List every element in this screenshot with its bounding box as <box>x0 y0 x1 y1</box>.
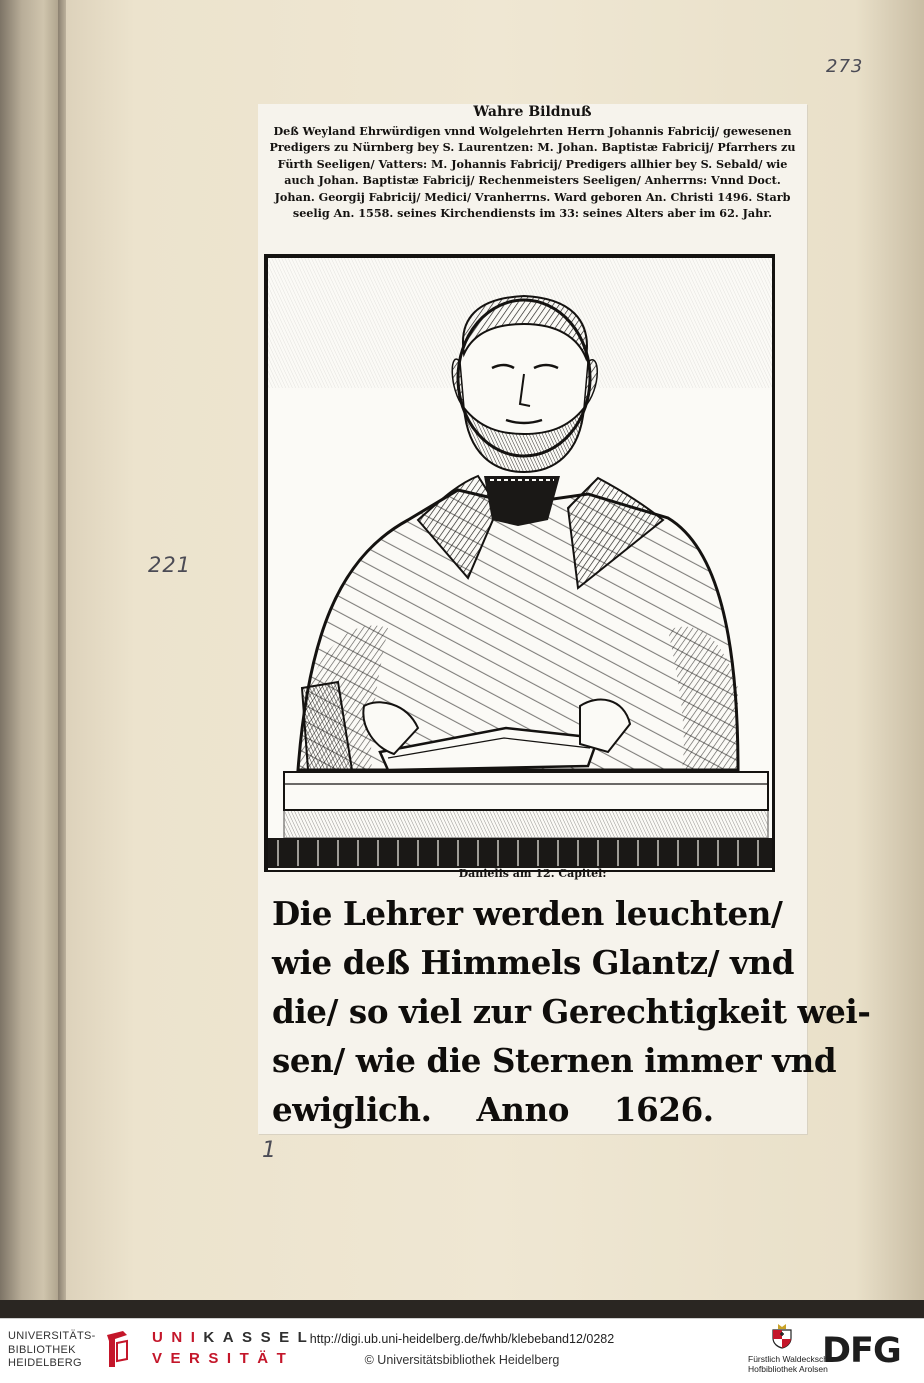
scripture-caption: Danielis am 12. Capitel: <box>458 867 607 880</box>
kassel-letter: V <box>152 1350 171 1367</box>
viewer-footer <box>0 1318 924 1383</box>
woodcut-portrait <box>264 254 775 872</box>
header-title: Wahre Bildnuß <box>473 104 592 120</box>
kassel-letter: L <box>297 1329 316 1346</box>
page-bottom-edge <box>0 1300 924 1318</box>
verse-line-4: sen/ wie die Sternen immer vnd <box>272 1041 837 1080</box>
portrait-illustration <box>268 258 772 870</box>
kassel-letter: I <box>190 1329 204 1346</box>
waldeck-logo-line-1: Fürstlich Waldecksche <box>748 1354 833 1364</box>
kassel-letter: I <box>226 1350 240 1367</box>
permalink-url[interactable]: http://digi.ub.uni-heidelberg.de/fwhb/klebeband12/0282 <box>309 1332 615 1346</box>
verse-line-1: Die Lehrer werden leuchten/ <box>272 894 783 933</box>
sheet-mark: 1 <box>262 1138 277 1163</box>
kassel-letter: Ä <box>257 1350 277 1367</box>
kassel-letter: T <box>276 1350 295 1367</box>
kassel-letter: K <box>203 1329 223 1346</box>
left-page-edge <box>0 0 62 1318</box>
header-block <box>264 104 801 222</box>
dfg-logo[interactable]: DFG <box>822 1331 901 1371</box>
kassel-letter: S <box>208 1350 227 1367</box>
copyright-notice: © Universitätsbibliothek Heidelberg <box>364 1353 560 1367</box>
kassel-letter: T <box>239 1350 258 1367</box>
folio-number: 273 <box>826 56 864 77</box>
verse-line-2: wie deß Himmels Glantz/ vnd <box>272 943 795 982</box>
kassel-letter: R <box>189 1350 209 1367</box>
kassel-letter: E <box>279 1329 298 1346</box>
kassel-letter: S <box>260 1329 280 1346</box>
kassel-letter: N <box>171 1329 191 1346</box>
kassel-letter: E <box>170 1350 190 1367</box>
heidelberg-logo-line-3: HEIDELBERG <box>8 1357 82 1369</box>
kassel-letter: S <box>242 1329 261 1346</box>
header-body: Deß Weyland Ehrwürdigen vnnd Wolgelehrten Herrn Johannis Fabricij/ gewesenen Predigers zu Nürnberg bey S. Laurentzen: M. Johan. Baptistæ Fabricij/ Pfarrhers zu Fürth Seeligen/ Vatters: M. Johannis Fabricij/ Predigers allhier bey S. Sebald/ wie auch Johan. Baptistæ Fabricij/ Rechenmeisters Seeligen/ Anherrns: Vnnd Doct. Johan. Georgij Fabricij/ Medici/ Vranherrns. Ward geboren An. Christi 1496. Starb seelig An. 1558. seines Kirchendiensts im 33: seines Alters aber im 62. Jahr. <box>269 123 796 220</box>
verse-block <box>272 889 871 1134</box>
waldeck-library-logo[interactable] <box>748 1323 833 1374</box>
kassel-letter: U <box>152 1329 172 1346</box>
verse-line-3: die/ so viel zur Gerechtigkeit wei- <box>272 992 871 1031</box>
kassel-letter: A <box>222 1329 243 1346</box>
verse-line-5: ewiglich. Anno 1626. <box>272 1090 714 1129</box>
inventory-number: 221 <box>148 553 192 577</box>
coat-of-arms-icon <box>770 1323 794 1349</box>
heidelberg-logo-line-2: BIBLIOTHEK <box>8 1343 76 1356</box>
broadsheet-print <box>258 104 871 1134</box>
heidelberg-logo-line-1: UNIVERSITÄTS- <box>8 1330 96 1342</box>
waldeck-logo-line-2: Hofbibliothek Arolsen <box>748 1364 828 1374</box>
